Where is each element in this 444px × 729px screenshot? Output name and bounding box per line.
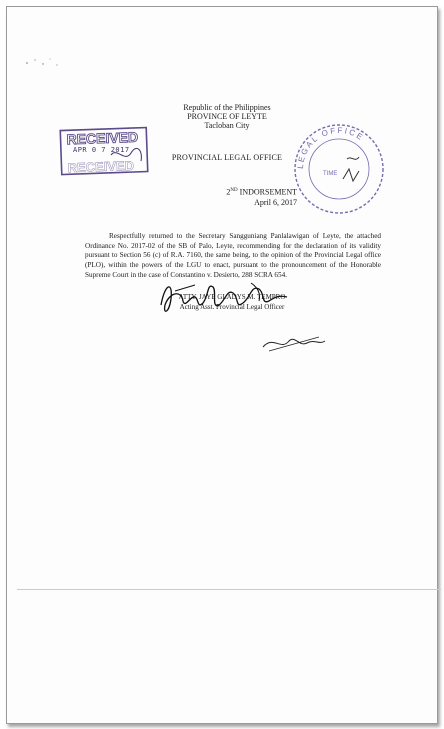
indorsement-label: INDORSEMENT xyxy=(239,187,297,197)
city-line: Tacloban City xyxy=(204,121,250,130)
indorsement-number: 2 xyxy=(226,187,231,197)
document-page xyxy=(6,6,438,724)
indorsement-title xyxy=(157,186,297,198)
handwritten-signature xyxy=(155,275,305,319)
svg-text:LEGAL OFFICE: LEGAL OFFICE xyxy=(295,125,366,170)
scan-specks xyxy=(23,55,73,75)
svg-text:RECEIVED: RECEIVED xyxy=(66,128,139,148)
indorsement-date: April 6, 2017 xyxy=(254,197,297,207)
republic-line: Republic of the Philippines xyxy=(183,103,271,112)
indorsement-heading xyxy=(157,186,297,208)
indorsement-suffix: ND xyxy=(230,188,238,193)
page-divider xyxy=(17,589,441,590)
initials-mark xyxy=(259,329,329,355)
signatory-name: ATTY. JAYE GLADYS M. TEMPRO xyxy=(178,293,286,301)
received-date: APR 0 7 2017 xyxy=(73,146,130,154)
letterhead xyxy=(147,103,307,130)
svg-text:RECEIVED: RECEIVED xyxy=(67,158,135,176)
office-title: PROVINCIAL LEGAL OFFICE xyxy=(171,153,283,162)
province-line: PROVINCE OF LEYTE xyxy=(187,112,267,121)
legal-office-round-stamp xyxy=(289,119,389,219)
signatory-position: Acting Asst. Provincial Legal Officer xyxy=(179,303,285,311)
body-paragraph: Respectfully returned to the Secretary Sangguniang Panlalawigan of Leyte, the attached Ordinance No. 2017-02 of the SB of Palo, Leyte, recommending for the declaration of its validity pursuant to Section 56 (c) of R.A. 7160, the same being, to the opinion of the Provincial Legal office (PLO), within the powers of the LGU to enact, pursuant to the pronouncement of the Honorable Supreme Court in the case of Constantino v. Desierto, 288 SCRA 654. xyxy=(85,232,381,279)
svg-text:TIME: TIME xyxy=(323,171,338,177)
